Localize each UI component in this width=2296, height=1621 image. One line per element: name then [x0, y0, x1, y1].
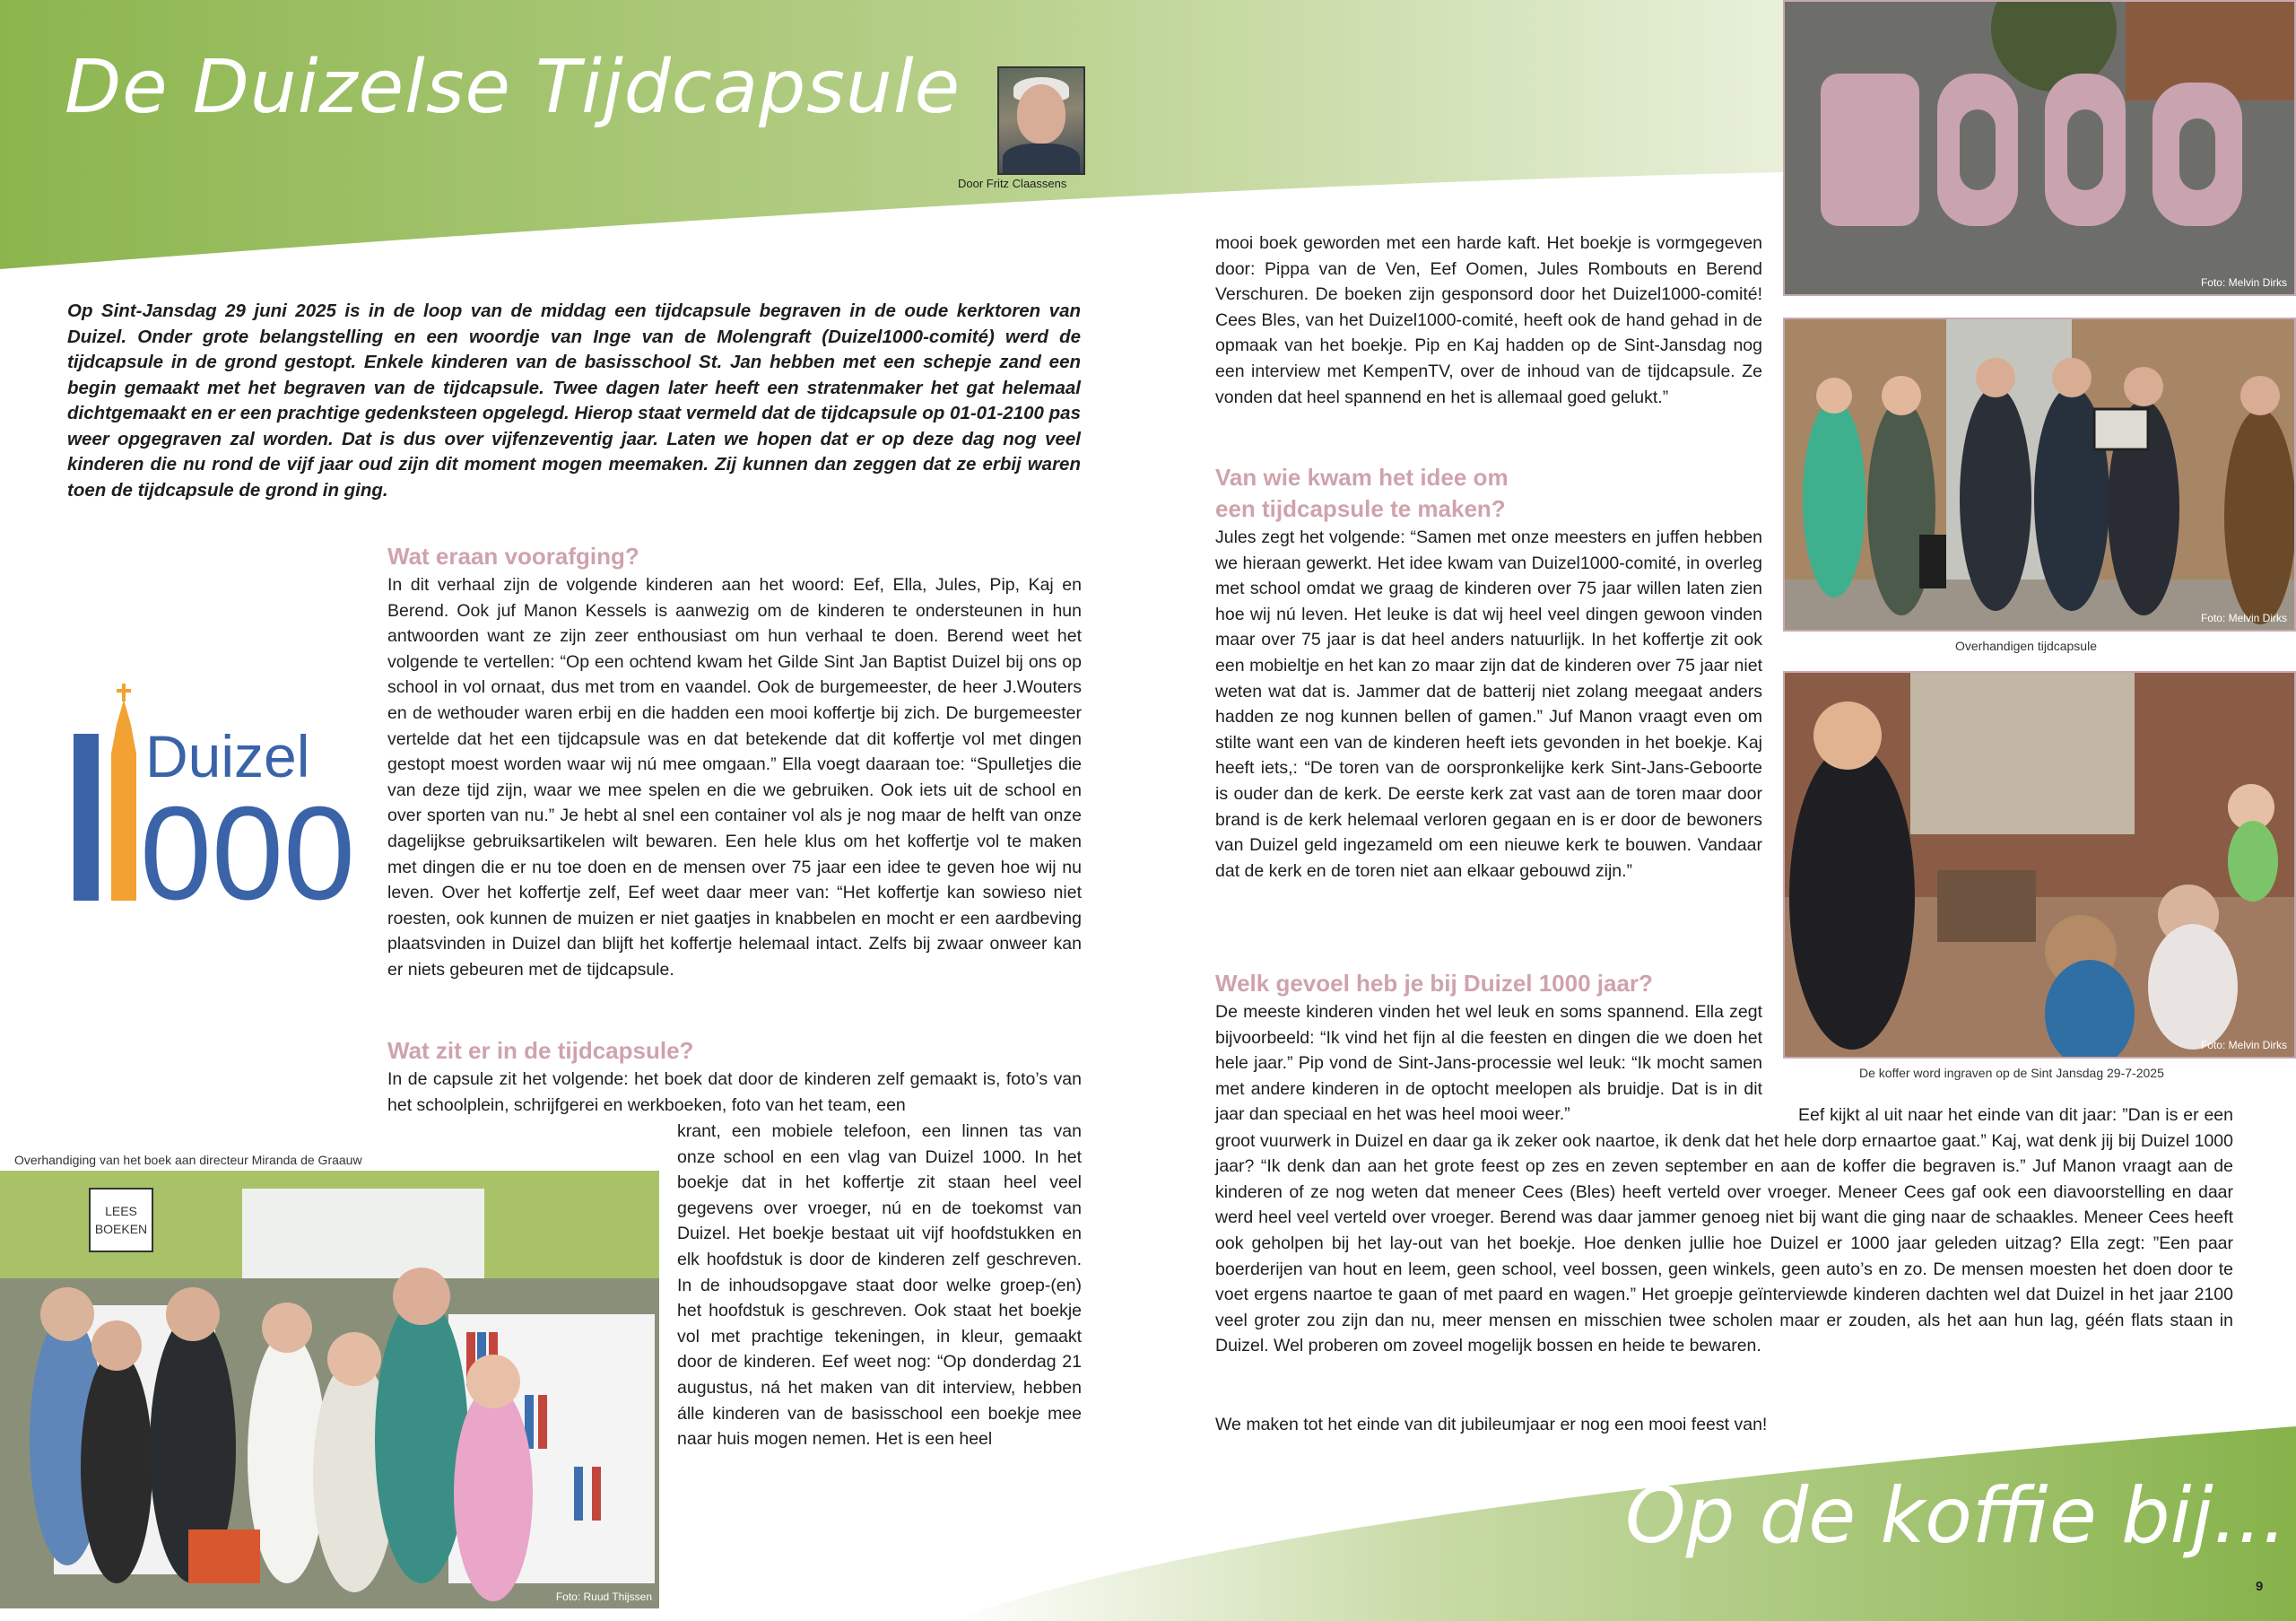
- page-number: 9: [2256, 1579, 2264, 1594]
- sign-lees: LEES: [105, 1204, 137, 1218]
- logo-tower: [111, 700, 136, 901]
- school-photo-credit: Foto: Ruud Thijssen: [555, 1590, 652, 1603]
- body-idee: Jules zegt het volgende: “Samen met onze meesters en juffen hebben we hieraan gewerkt. Het idee kwam van Duizel1000-comité, in overleg met school omdat we graag de kinderen over 75 jaar willen laten zien hoe wij nú leven. Het leuke is dat wij heel veel dingen gewoon vinden maar over 75 jaar is dat heel anders natuurlijk. In het koffertje zit ook een mobieltje en het kan zo maar zijn dat de kinderen over 75 jaar niet weten wat dat is. Jammer dat de batterij niet zolang meegaat anders hadden ze nog kunnen bellen of gamen.” Juf Manon vraagt even om stilte want een van de kinderen heeft iets gevonden in het boekje. Kaj heeft iets,: “De toren van de oorspronkelijke kerk Sint-Jans-Geboorte is ouder dan de kerk. De eerste kerk zat vast aan de toren maar door brand is de kerk helemaal verloren gegaan en is er door de bewoners van Duizel geld ingezameld om een nieuwe kerk te bouwen. Vandaar dat de kerk en de toren niet aan elkaar gebouwd zijn.”: [1215, 527, 1762, 881]
- aerial-photo: [1783, 0, 2296, 296]
- logo-text-duizel: Duizel: [145, 723, 310, 789]
- logo-text-000: 000: [140, 780, 355, 908]
- page-title: De Duizelse Tijdcapsule: [65, 45, 961, 130]
- heading-voorafging: Wat eraan voorafging?: [387, 543, 639, 570]
- heading-gevoel: Welk gevoel heb je bij Duizel 1000 jaar?: [1215, 970, 1653, 997]
- outro-line: We maken tot het einde van dit jubileumjaar er nog een mooi feest van!: [1215, 1415, 1768, 1434]
- heading-zit-erin: Wat zit er in de tijdcapsule?: [387, 1037, 694, 1064]
- body-gevoel-wide: Eef kijkt al uit naar het einde van dit jaar: ”Dan is er een groot vuurwerk in Duizel en daar ga ik zeker ook naartoe, ik denk dat het hele dorp ernaartoe gaat.” Kaj, wat denk jij bij Duizel 1000 jaar? “Ik denk dan aan het grote feest op zes en zeven september en aan de koffer die begraven is.” Juf Manon vraagt aan de kinderen of ze nog weten dat meneer Cees (Bles) heeft verteld over vroeger. Meneer Cees gaf ook een diavoorstelling en daar werd heel veel verteld over vroeger. Berend was daar jammer genoeg niet bij want die ging naar de schaakles. Meneer Cees heeft ook geholpen bij het lay-out van het boekje. Hoe denken jullie hoe Duizel er 1000 jaar geleden uitzag? Ella zegt: ”Een paar boerderijen van hout en leem, geen school, veel bossen, geen winkels, geen auto’s en zo. De mensen moesten het doen door te voet ergens naartoe te gaan of met paard en wagen.” Het groepje geïnterviewde kinderen dachten wel dat Duizel in het jaar 2100 veel groter zou zijn dan nu, meer mensen en misschien twee scholen maar er zouden, als het aan hun lag, géén flats staan in Duizel. Wel proberen om zoveel mogelijk bossen en heide te bewaren.: [1215, 1105, 2233, 1356]
- handover-caption: Overhandigen tijdcapsule: [1955, 639, 2097, 653]
- aerial-photo-credit: Foto: Melvin Dirks: [2200, 276, 2287, 289]
- body-zit-erin-narrow: krant, een mobiele telefoon, een linnen tas van onze school en een vlag van Duizel 1000. In het boekje dat in het koffertje zit staan heel veel gegevens over vroeger, nú en de toekomst van Duizel. Het boekje bestaat uit vijf hoofdstukken en elk hoofdstuk is door de kinderen zelf geschreven. In de inhoudsopgave staat door welke groep-(en) het hoofdstuk is geschreven. Ook staat het boekje vol met prachtige tekeningen, in kleur, gemaakt door de kinderen. Eef weet nog: “Op donderdag 21 augustus, ná het maken van dit interview, hebben álle kinderen van de basisschool een boekje mee naar huis mogen nemen. Het is een heel: [677, 1121, 1082, 1450]
- handover-photo: [1783, 318, 2296, 632]
- heading-idee-line1: Van wie kwam het idee om: [1215, 464, 1509, 491]
- author-caption: Door Fritz Claassens: [958, 177, 1067, 190]
- body-gevoel-narrow: De meeste kinderen vinden het wel leuk en soms spannend. Ella zegt bijvoorbeeld: “Ik vind het fijn al die feesten en dingen die we doen het hele jaar.” Pip vond de Sint-Jans-processie wel leuk: “Ik mocht samen met andere kinderen in de optocht meelopen als bruidje. Dat is in dit jaar dan speciaal en het was heel mooi weer.”: [1215, 1002, 1762, 1125]
- burial-caption: De koffer word ingraven op de Sint Jansdag 29-7-2025: [1859, 1066, 2164, 1080]
- sign-boeken: BOEKEN: [94, 1222, 148, 1236]
- duizel1000-logo: [63, 684, 359, 908]
- school-photo-caption: Overhandiging van het boek aan directeur Miranda de Graauw: [14, 1153, 362, 1167]
- logo-bar: [74, 734, 99, 901]
- body-zit-erin-col2: mooi boek geworden met een harde kaft. Het boekje is vormgegeven door: Pippa van de Ven, Eef Oomen, Jules Rombouts en Berend Verschuren. De boeken zijn gesponsord door het Duizel1000-comité! Cees Bles, van het Duizel1000-comité, heeft ook de hand gehad in de opmaak van het boekje. Pip en Kaj hadden op de Sint-Jansdag nog een interview met KempenTV, over de inhoud van de tijdcapsule. Ze vonden dat heel spannend en het is allemaal goed gelukt.”: [1215, 233, 1762, 407]
- body-voorafging: In dit verhaal zijn de volgende kinderen aan het woord: Eef, Ella, Jules, Pip, Kaj en Berend. Ook juf Manon Kessels is aanwezig om de kinderen te ondersteunen in hun antwoorden want ze zijn zeer enthousiast om hun verhaal te doen. Berend weet het volgende te vertellen: “Op een ochtend kwam het Gilde Sint Jan Baptist Duizel bij ons op school in vol ornaat, dus met trom en vaandel. Ook de burgemeester, de heer J.Wouters en de wethouder waren erbij en die hadden een mooi koffertje bij zich. De burgemeester vertelde dat het een tijdcapsule was en dat betekende dat dit koffertje vol met dingen gestopt moest worden waar wij nú mee omgaan.” Ella voegt daaraan toe: “Spulletjes die van deze tijd zijn, waar we mee spelen en die we gebruiken. Ook iets uit de school en over sporten van nu.” Je hebt al snel een container vol als je nog maar de helft van onze dagelijkse gebruiksartikelen wilt bewaren. Een hele klus om het koffertje vol te maken met dingen die er nu toe doen en de mensen over 75 jaar een idee te geven hoe wij nu leven. Over het koffertje zelf, Eef weet daar meer van: “Het koffertje kan sowieso niet roesten, ook kunnen de muizen er niet gaatjes in knabbelen en mocht er een aardbeving plaatsvinden in Duizel dan blijft het koffertje helemaal intact. Zelfs bij zwaar onweer kan er niets gebeuren met de tijdcapsule.: [387, 575, 1082, 980]
- burial-photo: [1783, 671, 2296, 1059]
- lead-paragraph: Op Sint-Jansdag 29 juni 2025 is in de loop van de middag een tijdcapsule begraven in de oude kerktoren van Duizel. Onder grote belangstelling en een woordje van Inge van de Molengraft (Duizel1000-comité) werd de tijdcapsule in de grond gestopt. Enkele kinderen van de basisschool St. Jan hebben met een schepje zand een begin gemaakt met het begraven van de tijdcapsule. Twee dagen later heeft een stratenmaker het gat helemaal dichtgemaakt en er een prachtige gedenksteen opgelegd. Hierop staat vermeld dat de tijdcapsule op 01-01-2100 pas weer opgegraven zal worden. Dat is dus over vijfenzeventig jaar. Laten we hopen dat er op deze dag nog veel kinderen die nu rond de vijf jaar oud zijn dit moment mogen meemaken. Zij kunnen dan zeggen dat ze erbij waren toen de tijdcapsule de grond in ging.: [67, 301, 1081, 501]
- author-photo: [997, 66, 1085, 175]
- top-green-band: [0, 0, 1785, 269]
- handover-photo-credit: Foto: Melvin Dirks: [2200, 612, 2287, 624]
- burial-photo-credit: Foto: Melvin Dirks: [2200, 1039, 2287, 1051]
- footer-title: Op de koffie bij...: [1625, 1471, 2287, 1561]
- school-photo: [0, 1171, 659, 1608]
- body-zit-erin-wide: In de capsule zit het volgende: het boek dat door de kinderen zelf gemaakt is, foto’s van het schoolplein, schrijfgerei en werkboeken, foto van het team, een: [387, 1069, 1082, 1115]
- heading-idee-line2: een tijdcapsule te maken?: [1215, 495, 1506, 522]
